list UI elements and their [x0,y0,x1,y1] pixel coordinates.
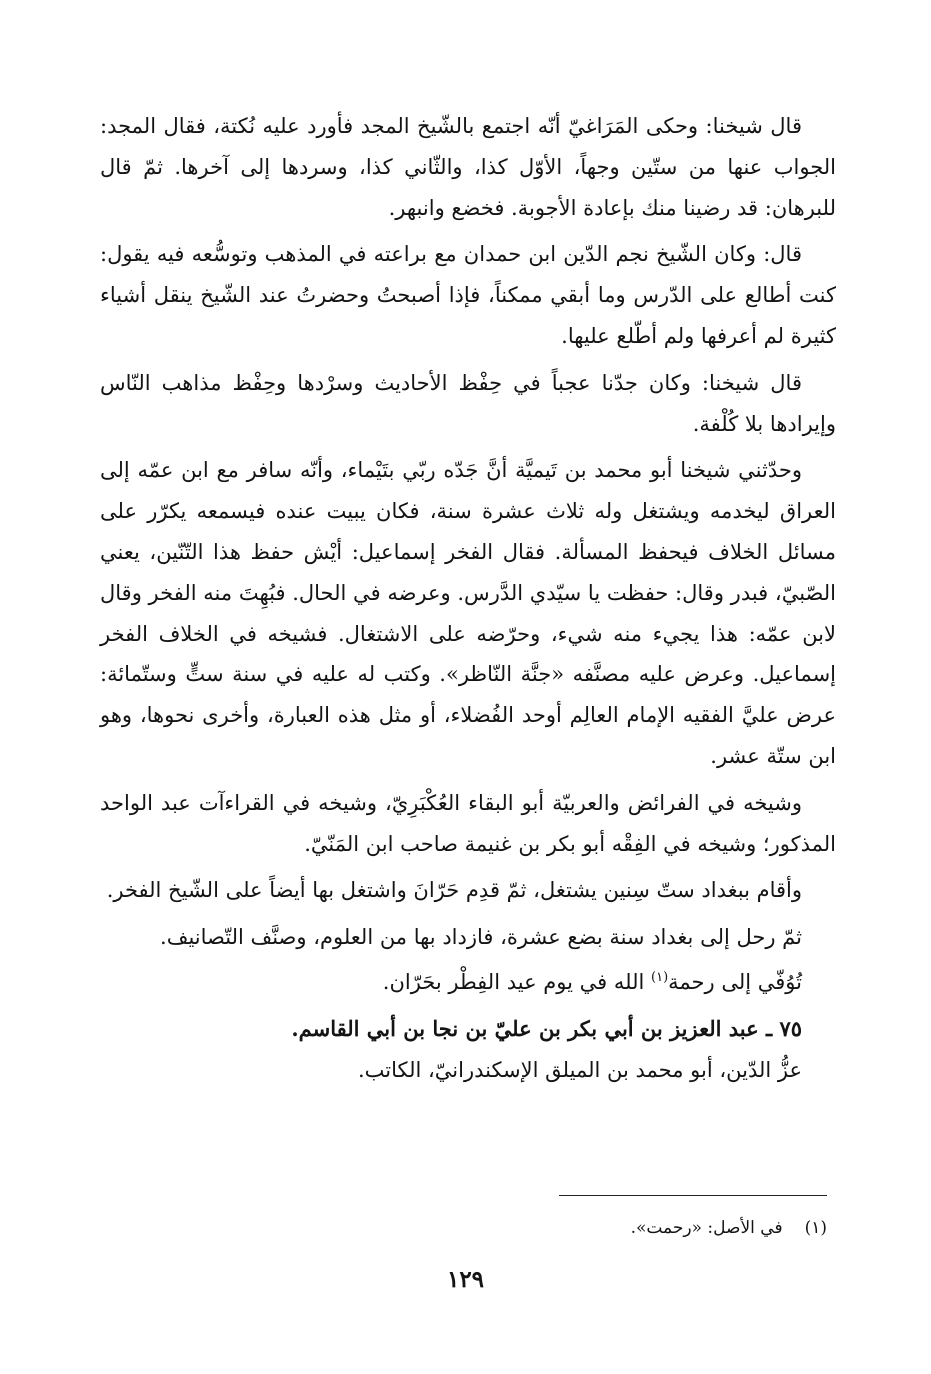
death-text-end: الله في يوم عيد الفِطْر بحَرّان. [382,969,645,994]
footnote-number: (١) [804,1218,827,1238]
entry-heading-75: ٧٥ ـ عبد العزيز بن أبي بكر بن عليّ بن نجا بن أبي القاسم. [291,1015,802,1041]
paragraph-abu-muhammad-ibn-taymiyya: وحدّثني شيخنا أبو محمد بن تَيميَّة أنَّ جَدّه ربّي بتَيْماء، وأنّه سافر مع ابن عمّه إلى العراق ليخدمه ويشتغل وله ثلاث عشرة سنة، فكان يبيت عنده فيسمعه يكرّر على مسائل الخلاف فيحفظ المسألة. فقال الفخر إسماعيل: أيْش حفظ هذا التّنّين، يعني الصّبيّ، فبدر وقال: حفظت يا سيّدي الدَّرس. وعرضه في الحال. فبُهِتَ منه الفخر وقال لابن عمّه: هذا يجيء منه شيء، وحرّضه على الاشتغال. فشيخه في الخلاف الفخر إسماعيل. وعرض عليه مصنَّفه «جنَّة النّاظر». وكتب له عليه في سنة ستٍّ وستّمائة: عرض عليَّ الفقيه الإمام العالِم أوحد الفُضلاء، أو مثل هذه العبارة، وأخرى نحوها، وهو ابن ستّة عشر. [100,458,836,768]
paragraph-grandfather-memory: قال شيخنا: وكان جدّنا عجباً في حِفْظ الأحاديث وسرْدها وحِفْظ مذاهب النّاس وإيرادها بلا كُلْفة. [100,370,836,436]
paragraph-marāghī-anecdote: قال شيخنا: وحكى المَرَاغيّ أنّه اجتمع بالشّيخ المجد فأورد عليه نُكتة، فقال المجد: الجواب عنها من ستّين وجهاً، الأوّل كذا، والثّاني كذا، وسردها إلى آخرها. ثمّ قال للبرهان: قد رضينا منك بإعادة الأجوبة. فخضع وانبهر. [100,114,836,220]
paragraph-death [100,958,836,1003]
footnote-text: في الأصل: «رحمت». [630,1218,783,1238]
paragraph-travel-baghdad: ثمّ رحل إلى بغداد سنة بضع عشرة، فازداد بها من العلوم، وصنَّف التّصانيف. [160,925,802,950]
page-number: ١٢٩ [446,1266,485,1293]
main-text [100,106,836,1090]
footnote [631,1216,827,1240]
paragraph-izz-al-din: عزُّ الدّين، أبو محمد بن الميلق الإسكندرانيّ، الكاتب. [357,1057,802,1082]
paragraph-najm-al-din-ibn-hamdan: قال: وكان الشّيخ نجم الدّين ابن حمدان مع براعته في المذهب وتوسُّعه فيه يقول: كنت أطالع على الدّرس وما أبقي ممكناً، فإذا أصبحتُ وحضرتُ عند الشّيخ ينقل أشياء كثيرة لم أعرفها ولم أطّلع عليها. [100,242,836,348]
footnote-divider [559,1195,827,1196]
death-text-start: تُوُفّي إلى رحمة [668,969,802,994]
footnote-reference[interactable]: (١) [651,969,669,985]
paragraph-teachers: وشيخه في الفرائض والعربيّة أبو البقاء العُكْبَرِيّ، وشيخه في القراءآت عبد الواحد المذكور؛ وشيخه في الفِقْه أبو بكر بن غنيمة صاحب ابن المَنّيّ. [100,790,836,856]
paragraph-baghdad-stay: وأقام ببغداد ستّ سِنين يشتغل، ثمّ قدِم حَرّانَ واشتغل بها أيضاً على الشّيخ الفخر. [106,878,802,903]
